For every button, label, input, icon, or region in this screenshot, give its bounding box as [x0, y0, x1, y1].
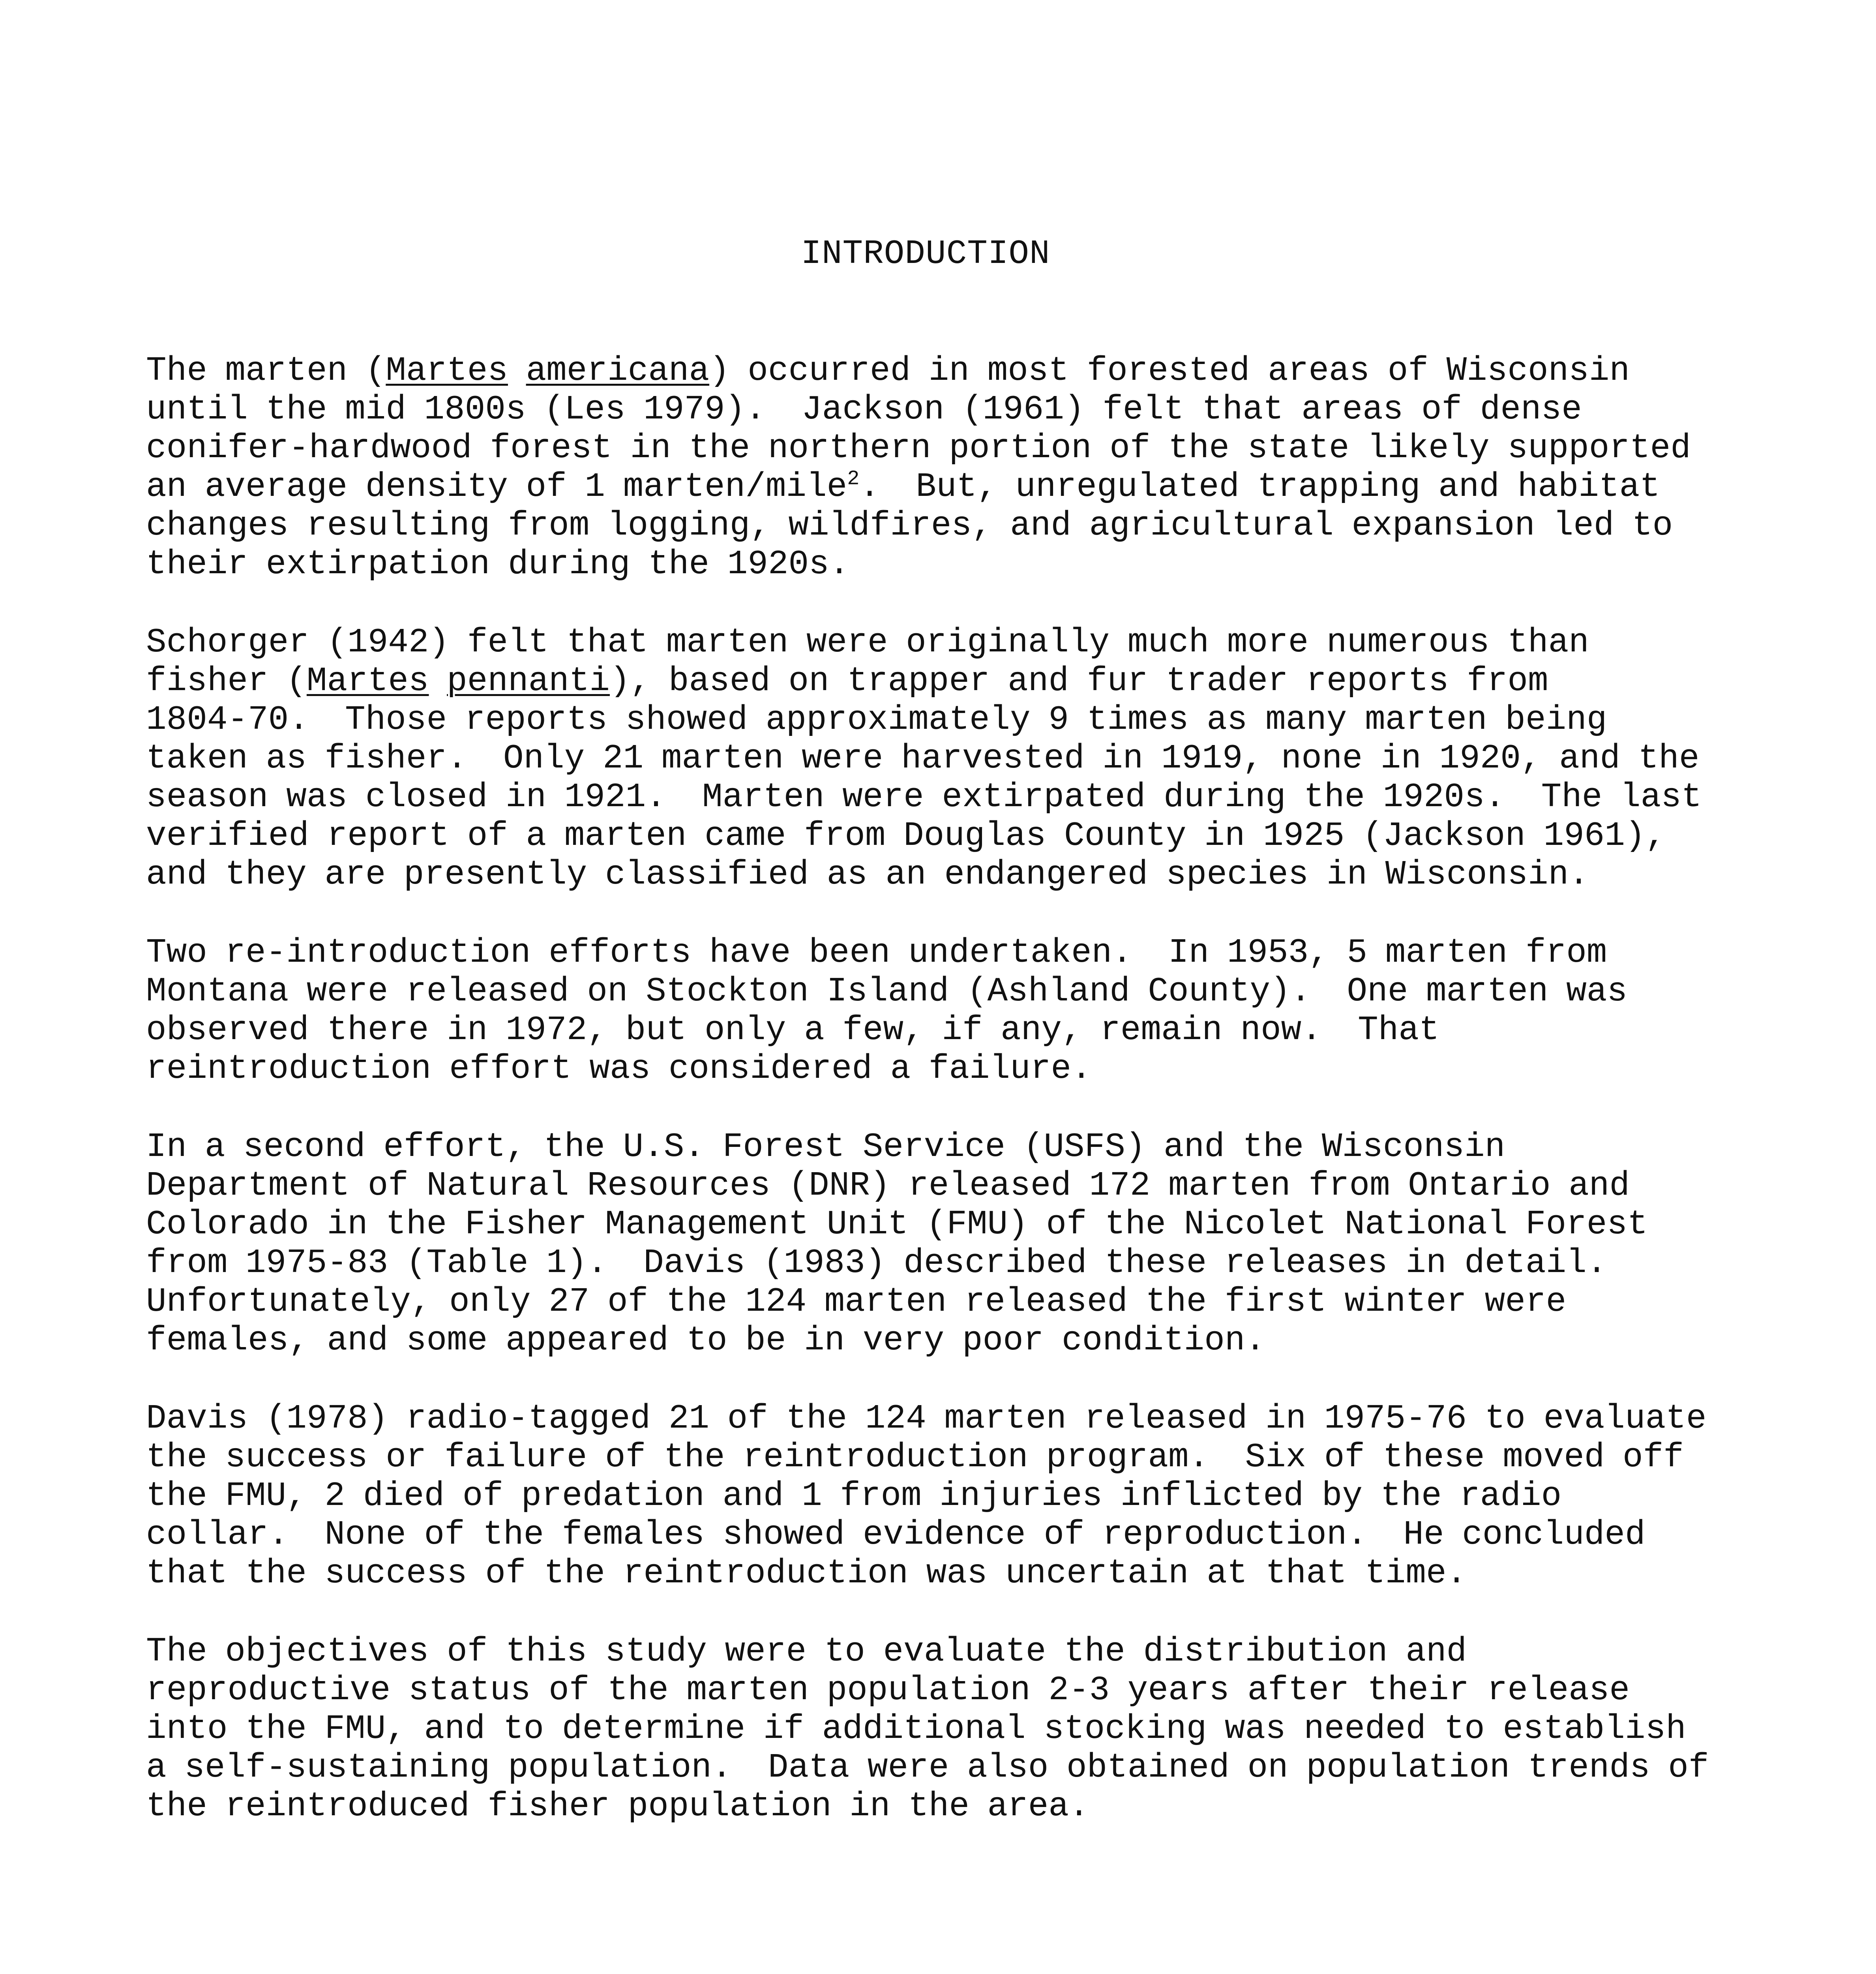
paragraph-2	[146, 623, 1756, 894]
text-segment: The marten (	[146, 351, 386, 390]
text-line: verified report of a marten came from Douglas County in 1925 (Jackson 1961),	[146, 816, 1666, 855]
text-line: changes resulting from logging, wildfires, and agricultural expansion led to	[146, 506, 1673, 545]
text-line	[146, 467, 1756, 506]
text-segment: an average density of 1 marten/mile	[146, 467, 847, 506]
species-name: americana	[526, 351, 710, 390]
text-line: taken as fisher. Only 21 marten were harvested in 1919, none in 1920, and the	[146, 739, 1700, 778]
text-line: reproductive status of the marten population 2-3 years after their release	[146, 1671, 1630, 1709]
body-text	[146, 351, 1756, 1865]
text-line: Montana were released on Stockton Island (Ashland County). One marten was	[146, 972, 1628, 1011]
text-line: Two re-introduction efforts have been undertaken. In 1953, 5 marten from	[146, 933, 1607, 972]
paragraph-1	[146, 351, 1756, 584]
text-segment	[429, 662, 447, 700]
text-segment	[508, 351, 526, 390]
paragraph-6	[146, 1632, 1756, 1826]
text-line	[146, 351, 1756, 390]
text-line: observed there in 1972, but only a few, if any, remain now. That	[146, 1011, 1439, 1049]
text-segment: ), based on trapper and fur trader reports from	[610, 662, 1548, 700]
text-segment: ) occurred in most forested areas of Wisconsin	[709, 351, 1630, 390]
text-line: In a second effort, the U.S. Forest Service (USFS) and the Wisconsin	[146, 1128, 1505, 1166]
text-line: Colorado in the Fisher Management Unit (FMU) of the Nicolet National Forest	[146, 1205, 1648, 1244]
text-line: collar. None of the females showed evidence of reproduction. He concluded	[146, 1515, 1645, 1554]
text-line: the reintroduced fisher population in the area.	[146, 1787, 1089, 1826]
text-line: the success or failure of the reintroduction program. Six of these moved off	[146, 1438, 1684, 1477]
text-line: and they are presently classified as an endangered species in Wisconsin.	[146, 855, 1589, 894]
superscript: 2	[847, 467, 860, 491]
text-segment: fisher (	[146, 662, 307, 700]
text-line: females, and some appeared to be in very poor condition.	[146, 1321, 1266, 1360]
text-line: conifer-hardwood forest in the northern portion of the state likely supported	[146, 429, 1691, 467]
paragraph-3	[146, 933, 1756, 1088]
text-line: The objectives of this study were to evaluate the distribution and	[146, 1632, 1467, 1671]
text-line: that the success of the reintroduction was uncertain at that time.	[146, 1554, 1467, 1593]
genus-name: Martes	[386, 351, 508, 390]
paragraph-4	[146, 1128, 1756, 1360]
text-segment: . But, unregulated trapping and habitat	[859, 467, 1660, 506]
text-line: Davis (1978) radio-tagged 21 of the 124 marten released in 1975-76 to evaluate	[146, 1399, 1707, 1438]
text-line: their extirpation during the 1920s.	[146, 545, 850, 584]
section-heading: INTRODUCTION	[801, 235, 1050, 273]
text-line: reintroduction effort was considered a failure.	[146, 1049, 1092, 1088]
paragraph-5	[146, 1399, 1756, 1593]
text-line: 1804-70. Those reports showed approximately 9 times as many marten being	[146, 700, 1607, 739]
text-line: into the FMU, and to determine if additional stocking was needed to establish	[146, 1709, 1686, 1748]
species-name: pennanti	[447, 662, 610, 700]
text-line: season was closed in 1921. Marten were extirpated during the 1920s. The last	[146, 778, 1702, 816]
text-line: Department of Natural Resources (DNR) released 172 marten from Ontario and	[146, 1166, 1630, 1205]
text-line: until the mid 1800s (Les 1979). Jackson (1961) felt that areas of dense	[146, 390, 1582, 429]
text-line: a self-sustaining population. Data were also obtained on population trends of	[146, 1748, 1709, 1787]
text-line: Unfortunately, only 27 of the 124 marten released the first winter were	[146, 1282, 1567, 1321]
text-line: from 1975-83 (Table 1). Davis (1983) described these releases in detail.	[146, 1244, 1607, 1282]
text-line	[146, 662, 1756, 700]
text-line: the FMU, 2 died of predation and 1 from injuries inflicted by the radio	[146, 1477, 1562, 1515]
text-line: Schorger (1942) felt that marten were originally much more numerous than	[146, 623, 1589, 662]
genus-name: Martes	[306, 662, 429, 700]
